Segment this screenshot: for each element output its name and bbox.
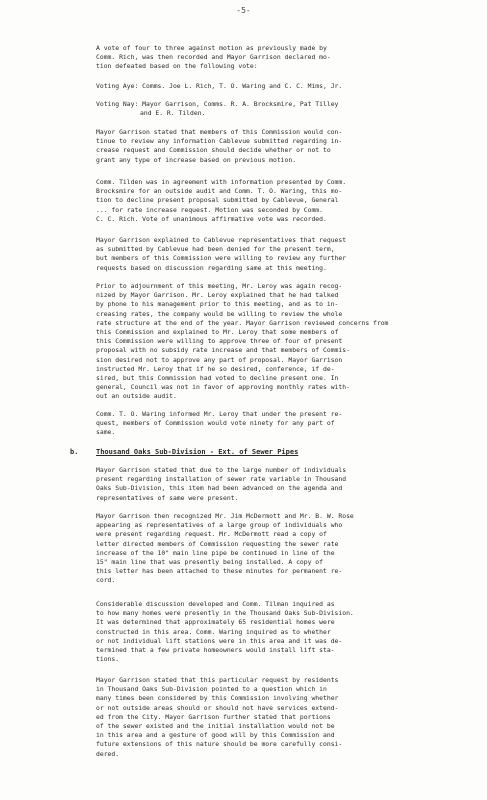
text-line: Mayor Garrison stated that members of this Commission would con-	[96, 128, 343, 136]
paragraph-garrison-stated	[96, 676, 424, 759]
text-line: tion to decline present proposal submitted by Cablevue, General	[96, 196, 339, 205]
text-line: cord.	[96, 576, 116, 585]
text-line: nized by Mayor Garrison. Mr. Leroy explained that he had talked	[96, 291, 339, 300]
text-line: quest, members of Commission would vote ninety for any part of	[96, 419, 335, 428]
text-line: Mayor Garrison then recognized Mr. Jim McDermott and Mr. B. W. Rose	[96, 512, 354, 520]
text-line: tinue to review any information Cablevue submitted regarding in-	[96, 137, 343, 146]
text-line: Mayor Garrison stated that due to the large number of individuals	[96, 466, 347, 474]
text-line: Oaks Sub-Division, this item had been advanced on the agenda and	[96, 484, 343, 493]
text-line: this Commission were willing to approve three of four of present	[96, 337, 343, 346]
text-line: rate structure at the end of the year. Mayor Garrison reviewed concerns from	[96, 318, 389, 327]
text-line: requests based on discussion regarding same at this meeting.	[96, 263, 327, 272]
agenda-item-letter: b.	[70, 448, 79, 456]
text-line: termined that a few private homeowners would install lift sta-	[96, 646, 335, 655]
text-line: Comm. Rich, was then recorded and Mayor Garrison declared mo-	[96, 53, 331, 62]
page-number: -5-	[236, 6, 251, 15]
text-line: of the sewer existed and the initial installation would not be	[96, 722, 335, 731]
text-line: dered.	[96, 749, 120, 758]
text-line: by phone to his management prior to this meeting, and as to in-	[96, 300, 339, 309]
text-line: to how many homes were presently in the Thousand Oaks Sub-Division.	[96, 609, 354, 618]
text-line: crease request and Commission should decide whether or not to	[96, 146, 331, 155]
text-line: proposal with no subsidy rate increase and that members of Commis-	[96, 346, 350, 355]
paragraph-vote-result	[96, 44, 424, 72]
text-line: in this area and a gesture of good will by this Commission and	[96, 731, 335, 740]
paragraph-large-number	[96, 466, 424, 503]
text-line: C. C. Rich. Vote of unanimous affirmative vote was recorded.	[96, 214, 327, 223]
paragraph-mcdermott	[96, 512, 424, 586]
text-line: constructed in this area. Comm. Waring inquired as to whether	[96, 627, 331, 636]
text-line: grant any type of increase based on previous motion.	[96, 155, 297, 164]
paragraph-review-info	[96, 128, 424, 165]
text-line: letter directed members of Commission requesting the sewer rate	[96, 539, 339, 548]
text-line: Voting Aye: Comms. Joe L. Rich, T. O. Waring and C. C. Mims, Jr.	[96, 82, 343, 90]
text-line: ... for rate increase request. Motion was seconded by Comm.	[96, 205, 324, 214]
text-line: increase of the 10" main line pipe be continued in line of the	[96, 548, 335, 557]
paragraph-discussion	[96, 600, 424, 664]
text-line: appearing as representatives of a large group of individuals who	[96, 521, 343, 530]
text-line: instructed Mr. Leroy that if he so desired, conference, if de-	[96, 364, 335, 373]
text-line: sion desired not to approve any part of proposal. Mayor Garrison	[96, 355, 343, 364]
text-line: Brocksmire for an outside audit and Comm. T. O. Waring, this mo-	[96, 187, 343, 196]
text-line: Mayor Garrison stated that this particular request by residents	[96, 676, 339, 684]
text-line: It was determined that approximately 65 residential homes were	[96, 618, 335, 627]
paragraph-voting-aye	[96, 82, 424, 91]
text-line: tions.	[96, 655, 120, 664]
text-line: this letter has been attached to these minutes for permanent re-	[96, 567, 343, 576]
text-line: creasing rates, the company would be willing to review the whole	[96, 309, 343, 318]
text-line: but members of this Commission were willing to review any further	[96, 254, 347, 263]
text-line: A vote of four to three against motion as previously made by	[96, 44, 327, 52]
text-line: 15" main line that was presently being installed. A copy of	[96, 558, 324, 567]
text-line: ed from the City. Mayor Garrison further stated that portions	[96, 712, 331, 721]
text-line: Prior to adjournment of this meeting, Mr. Leroy was again recog-	[96, 282, 343, 290]
text-line: in Thousand Oaks Sub-Division pointed to a question which in	[96, 685, 327, 694]
text-line: tion defeated based on the following vote:	[96, 62, 258, 71]
text-line: general, Council was not in favor of approving monthly rates with-	[96, 383, 350, 392]
text-line: representatives of same were present.	[96, 493, 239, 502]
paragraph-waring-informed	[96, 410, 424, 438]
text-line: sired, but this Commission had voted to decline present one. In	[96, 374, 339, 383]
text-line: Comm. T. O. Waring informed Mr. Leroy that under the present re-	[96, 410, 343, 418]
text-line: Voting Nay: Mayor Garrison, Comms. R. A. Brocksmire, Pat Tilley	[96, 100, 339, 108]
text-line: Comm. Tilden was in agreement with information presented by Comm.	[96, 178, 347, 186]
text-line: present regarding installation of sewer rate variable in Thousand	[96, 475, 347, 484]
text-line: were present regarding request. Mr. McDermott read a copy of	[96, 530, 327, 539]
agenda-item-heading: Thousand Oaks Sub-Division - Ext. of Sewer Pipes	[96, 448, 299, 456]
text-line: future extensions of this nature should be more carefully consi-	[96, 740, 343, 749]
text-line: or not individual lift stations were in this area and it was de-	[96, 636, 343, 645]
text-line: and E. R. Tilden.	[140, 109, 206, 118]
text-line: this Commission and explained to Mr. Leroy that some members of	[96, 328, 339, 337]
paragraph-voting-nay	[96, 100, 424, 118]
text-line: many times been considered by this Commission involving whether	[96, 694, 339, 703]
text-line: Mayor Garrison explained to Cablevue representatives that request	[96, 236, 347, 244]
text-line: out an outside audit.	[96, 392, 177, 401]
text-line: or not outside areas should or should not have services extend-	[96, 703, 339, 712]
text-line: as submitted by Cablevue had been denied for the present term,	[96, 245, 335, 254]
text-line: same.	[96, 428, 116, 437]
paragraph-explanation	[96, 236, 424, 273]
paragraph-adjournment	[96, 282, 424, 402]
text-line: Considerable discussion developed and Comm. Tilman inquired as	[96, 600, 335, 608]
paragraph-tilden-motion	[96, 178, 424, 224]
